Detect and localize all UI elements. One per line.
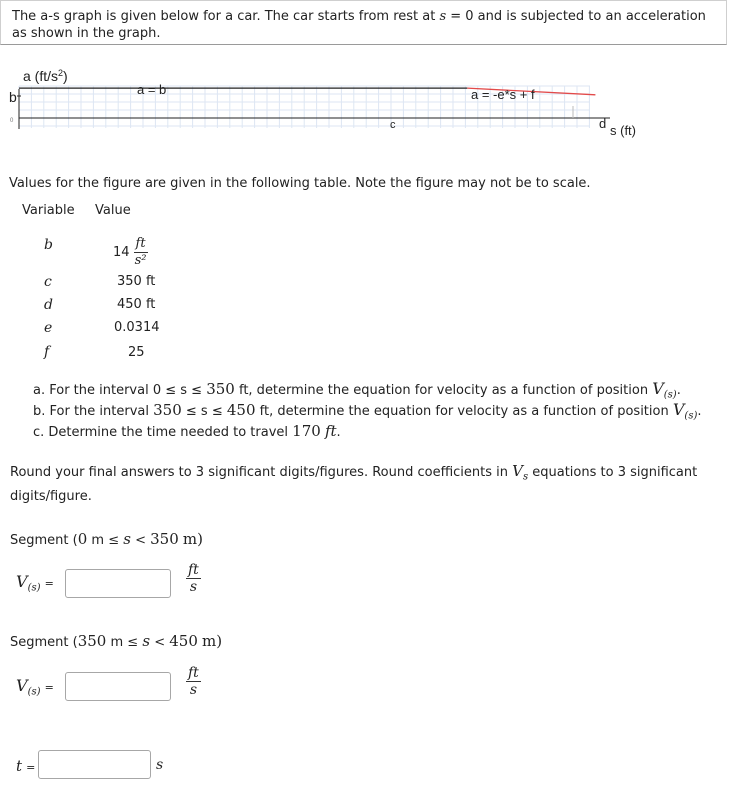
segment1-unit bbox=[186, 562, 201, 595]
table-var-b: b bbox=[44, 237, 53, 253]
problem-statement bbox=[12, 8, 717, 42]
rounding-note bbox=[10, 462, 720, 506]
table-value-d: 450 ft bbox=[117, 297, 156, 312]
unit-s2: s² bbox=[134, 253, 147, 268]
origin-label: 0 bbox=[10, 118, 14, 124]
segment1-var: s bbox=[123, 530, 131, 548]
time-symbol: t bbox=[16, 757, 23, 775]
velocity-subscript: (s) bbox=[27, 582, 41, 594]
time-unit: s bbox=[156, 757, 164, 773]
unit-ft: ft bbox=[188, 665, 199, 681]
table-value-f: 25 bbox=[128, 345, 145, 360]
velocity-symbol: V bbox=[16, 676, 28, 695]
segment1-velocity-input[interactable] bbox=[65, 569, 171, 598]
velocity-symbol: V bbox=[672, 400, 685, 419]
question-b-number1: 350 bbox=[153, 401, 182, 419]
table-value-b bbox=[113, 236, 148, 269]
time-input[interactable] bbox=[38, 750, 151, 779]
y-axis-label: a $(ft/s^2)$ bbox=[23, 68, 68, 84]
velocity-symbol: V bbox=[652, 379, 664, 398]
table-value-b-unit bbox=[134, 236, 148, 269]
segment2-unit2: m) bbox=[202, 632, 223, 650]
segment2-pre: Segment ( bbox=[10, 635, 78, 650]
segment1-lt: < bbox=[135, 533, 146, 548]
rounding-text-a: Round your final answers to 3 significant digits/figures. Round coefficients in bbox=[10, 465, 513, 480]
c-tick-label: c bbox=[390, 119, 396, 131]
question-a-text2: ft, determine the equation for velocity as a function of position bbox=[234, 383, 653, 398]
table-intro: Values for the figure are given in the following table. Note the figure may not be to scale. bbox=[9, 176, 591, 191]
b-tick-label: b bbox=[9, 89, 17, 105]
segment2-heading bbox=[10, 632, 222, 652]
segment1-unit1: m bbox=[87, 533, 109, 548]
segment1-pre: Segment ( bbox=[10, 533, 78, 548]
segment2-lt: < bbox=[154, 635, 166, 650]
segment1-label: a = b bbox=[137, 82, 167, 97]
question-c-text: c. Determine the time needed to travel bbox=[33, 425, 293, 440]
table-header-value: Value bbox=[95, 203, 131, 218]
question-b-text: b. For the interval bbox=[33, 404, 154, 419]
velocity-symbol: V bbox=[512, 462, 523, 480]
segment2-unit bbox=[186, 665, 201, 698]
table-var-f: f bbox=[44, 344, 50, 360]
unit-ft: ft bbox=[135, 236, 146, 251]
table-value-c: 350 ft bbox=[117, 274, 156, 289]
unit-s: s bbox=[189, 579, 197, 595]
segment2-hi: 450 bbox=[169, 632, 198, 650]
segment2-v-label bbox=[16, 676, 54, 698]
segment1-unit2: m) bbox=[182, 530, 203, 548]
velocity-subscript: (s) bbox=[27, 686, 41, 698]
period: . bbox=[676, 383, 681, 398]
question-b-number2: 450 bbox=[226, 401, 256, 419]
velocity-subscript: (s) bbox=[663, 389, 677, 401]
unit-s: s bbox=[189, 682, 197, 698]
velocity-symbol: V bbox=[16, 572, 28, 591]
question-b-mid: ≤ s ≤ bbox=[181, 404, 227, 419]
question-b-text2: ft, determine the equation for velocity as a function of position bbox=[255, 404, 673, 419]
segment2-lo: 350 bbox=[77, 632, 107, 650]
a-s-graph bbox=[0, 60, 729, 150]
segment1-lo: 0 bbox=[77, 530, 88, 548]
rounding-text-c: digits/figure. bbox=[10, 488, 92, 504]
segment2-label: a = -e*s + f bbox=[471, 87, 535, 102]
intro-line1-a: The a-s graph is given below for a car. The car starts from rest at bbox=[12, 9, 440, 24]
intro-line1-b: = 0 and is subjected to an acceleration bbox=[446, 9, 706, 24]
segment1-v-label bbox=[16, 572, 54, 594]
segment2-unit1: m bbox=[106, 635, 128, 650]
intro-s-var: s bbox=[439, 9, 447, 24]
table-header-variable: Variable bbox=[22, 203, 75, 218]
time-label bbox=[16, 757, 35, 775]
problem-statement-box bbox=[0, 0, 727, 45]
unit-ft: ft bbox=[188, 562, 199, 578]
table-var-d: d bbox=[44, 297, 53, 313]
segment1-hi: 350 bbox=[150, 530, 179, 548]
table-var-c: c bbox=[44, 274, 52, 290]
question-c-unit: ft bbox=[324, 422, 337, 440]
table-value-e: 0.0314 bbox=[114, 320, 160, 335]
intro-line2: as shown in the graph. bbox=[12, 26, 161, 41]
period: . bbox=[336, 425, 341, 440]
d-tick-label: d bbox=[599, 116, 607, 131]
question-c-number: 170 bbox=[292, 422, 321, 440]
question-a-number: 350 bbox=[206, 380, 235, 398]
equals-sign: = bbox=[44, 681, 54, 694]
segment2-le: ≤ bbox=[127, 635, 139, 650]
segment1-heading bbox=[10, 530, 203, 550]
question-c bbox=[33, 421, 713, 443]
segment2-var: s bbox=[142, 632, 151, 650]
segment2-velocity-input[interactable] bbox=[65, 672, 171, 701]
table-var-e: e bbox=[44, 320, 53, 336]
period: . bbox=[697, 404, 702, 419]
equals-sign: = bbox=[44, 577, 54, 590]
question-a-text: a. For the interval 0 ≤ s ≤ bbox=[33, 383, 207, 398]
segment1-le: ≤ bbox=[108, 533, 120, 548]
velocity-subscript: s bbox=[522, 471, 529, 483]
velocity-subscript: (s) bbox=[684, 410, 698, 422]
rounding-text-b: equations to 3 significant bbox=[528, 465, 698, 480]
table-value-b-number: 14 bbox=[113, 245, 130, 260]
x-axis-label: s (ft) bbox=[610, 123, 636, 138]
equals-sign: = bbox=[26, 761, 36, 774]
